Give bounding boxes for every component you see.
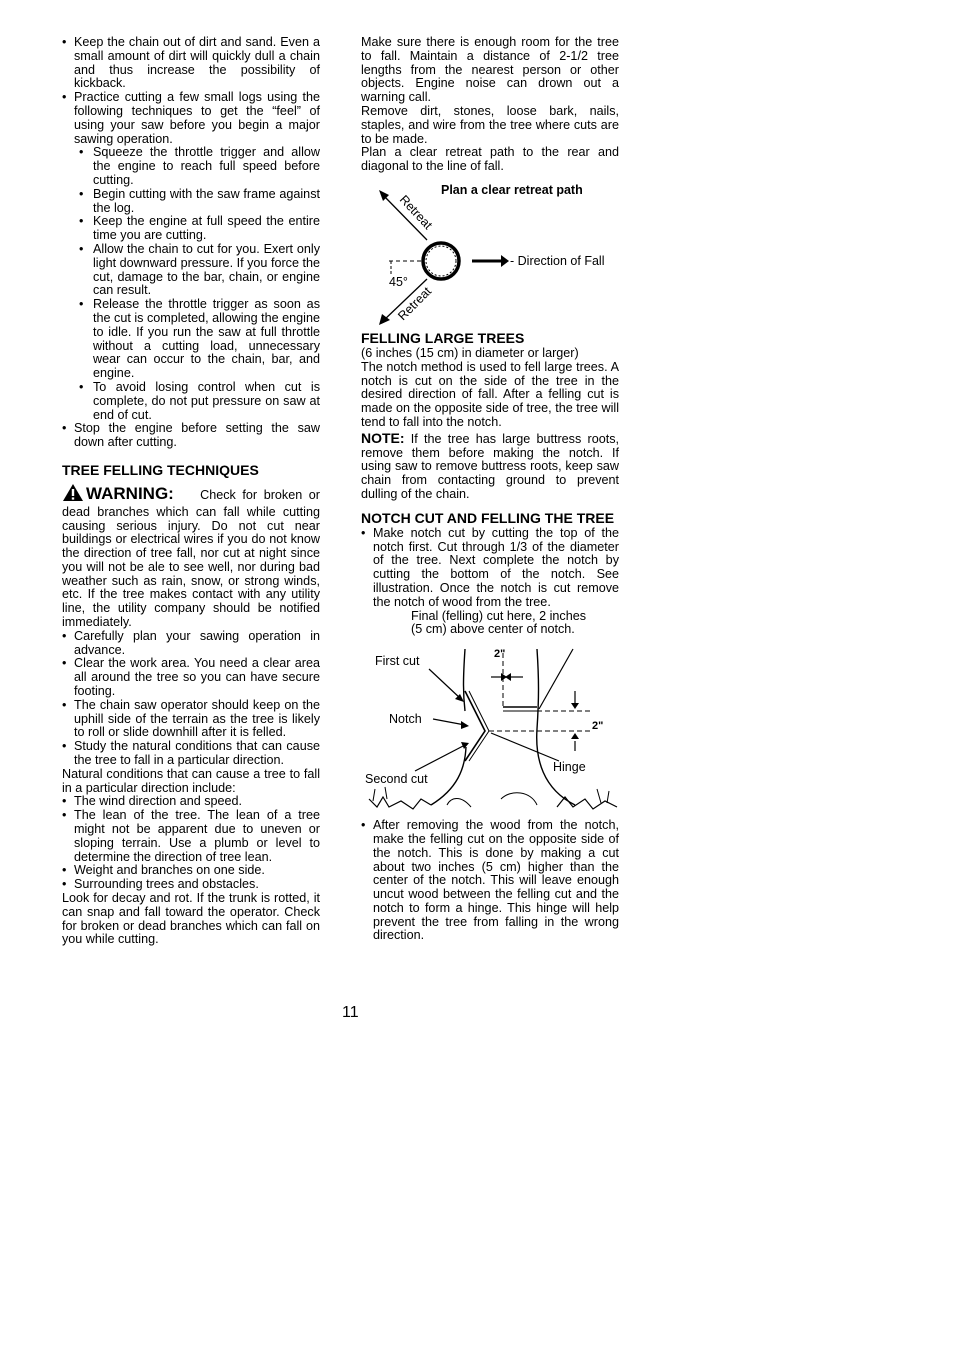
retreat-label-bottom: Retreat bbox=[395, 284, 435, 324]
retreat-path-diagram bbox=[361, 178, 619, 326]
dimension-top-label: 2" bbox=[494, 648, 506, 661]
list-item: • Make notch cut by cutting the top of the notch first. Cut through 1/3 of the diameter of the tree. Next complete the notch by cutting the bottom of the notch. See illustration. Once the notch is cut remove the notch of wood from the tree. bbox=[361, 527, 619, 610]
list-item: • After removing the wood from the notch, make the felling cut on the opposite side of the notch. This is done by making a cut about two inches (5 cm) higher than the center of the notch. This will leave enough uncut wood between the felling cut and the notch to form a hinge. This hinge will help prevent the tree from falling in the wrong direction. bbox=[361, 819, 619, 943]
heading-notch-cut: NOTCH CUT AND FELLING THE TREE bbox=[361, 509, 615, 526]
notch-cut-diagram bbox=[361, 639, 619, 819]
notch-label: Notch bbox=[389, 712, 422, 727]
heading-tree-felling: TREE FELLING TECHNIQUES bbox=[62, 461, 259, 478]
list-item: • Allow the chain to cut for you. Exert only light downward pressure. If you force the cut, damage to the bar, chain, or engine can result. bbox=[74, 243, 320, 298]
hinge-label: Hinge bbox=[553, 760, 586, 775]
remove-debris-paragraph: Remove dirt, stones, loose bark, nails, staples, and wire from the tree where cuts are to be made. bbox=[361, 103, 619, 146]
list-item: • The lean of the tree. The lean of a tree might not be apparent due to uneven or sloping terrain. Use a plumb or level to determine the direction of tree lean. bbox=[62, 809, 320, 864]
warning-label: WARNING: bbox=[86, 483, 174, 503]
list-item: • Carefully plan your sawing operation in advance. bbox=[62, 630, 320, 658]
warning-triangle-icon bbox=[62, 483, 84, 506]
warning-text: Check for broken or dead branches which can fall while cutting causing serious injury. Do not cut near buildings or electrical wires if you do not know the direction of tree fall, nor cut at night since you will not be ale to see well, nor during bad weather such as rain, snow, or strong winds, etc. If the tree makes contact with any utility line, the utility company should be notified immediately. bbox=[62, 487, 320, 630]
direction-of-fall-label: - Direction of Fall bbox=[510, 253, 605, 268]
retreat-path-figure bbox=[361, 178, 619, 326]
technique-sub-bullets bbox=[74, 146, 320, 422]
angle-label: 45° bbox=[389, 274, 408, 289]
intro-bullets bbox=[62, 36, 320, 146]
natural-conditions-bullets bbox=[62, 795, 320, 892]
list-item: • Squeeze the throttle trigger and allow the engine to reach full speed before cutting. bbox=[74, 146, 320, 187]
figure-title: Plan a clear retreat path bbox=[441, 182, 583, 197]
room-paragraph: Make sure there is enough room for the tree to fall. Maintain a distance of 2-1/2 tree lengths from the nearest person or other objects. Engine noise can drown out a warning call. bbox=[361, 35, 619, 105]
note-text: If the tree has large buttress roots, remove them before making the notch. If using saw to remove buttress roots, keep saw chain from contacting ground to prevent dulling of the chain. bbox=[361, 431, 619, 501]
left-column bbox=[62, 36, 320, 947]
planning-bullets bbox=[62, 630, 320, 768]
list-item: • Weight and branches on one side. bbox=[62, 864, 320, 878]
after-notch-bullet bbox=[361, 819, 619, 943]
page-number: 11 bbox=[342, 1004, 359, 1021]
notch-cut-figure bbox=[361, 639, 619, 819]
final-cut-caption-line-1: Final (felling) cut here, 2 inches bbox=[411, 608, 586, 623]
warning-paragraph bbox=[62, 483, 320, 630]
notch-bullet bbox=[361, 527, 619, 610]
list-item: • Practice cutting a few small logs using the following techniques to get the “feel” of using your saw before you begin a major sawing operation. bbox=[62, 91, 320, 146]
dimension-right-label: 2" bbox=[592, 720, 604, 733]
right-column bbox=[361, 36, 619, 943]
list-item: • Stop the engine before setting the saw down after cutting. bbox=[62, 422, 320, 450]
list-item: • Surrounding trees and obstacles. bbox=[62, 878, 320, 892]
list-item: • Keep the chain out of dirt and sand. Even a small amount of dirt will quickly dull a chain and thus increase the possibility of kickback. bbox=[62, 36, 320, 91]
list-item: • Clear the work area. You need a clear area all around the tree so you can have secure footing. bbox=[62, 657, 320, 698]
list-item: • To avoid losing control when cut is complete, do not put pressure on saw at end of cut. bbox=[74, 381, 320, 422]
list-item: • Begin cutting with the saw frame against the log. bbox=[74, 188, 320, 216]
decay-paragraph: Look for decay and rot. If the trunk is rotted, it can snap and fall toward the operator. Check for broken or dead branches which can fall on you while cutting. bbox=[62, 891, 320, 947]
second-cut-label: Second cut bbox=[365, 772, 428, 787]
heading-felling-large-trees: FELLING LARGE TREES bbox=[361, 329, 525, 346]
list-item: • Release the throttle trigger as soon as the cut is completed, allowing the engine to idle. If you run the saw at full throttle without a cutting load, unnecessary wear can occur to the chain, bar, and engine. bbox=[74, 298, 320, 381]
natural-conditions-intro: Natural conditions that can cause a tree to fall in a particular direction include: bbox=[62, 766, 320, 795]
tree-circle bbox=[423, 243, 459, 279]
retreat-plan-paragraph: Plan a clear retreat path to the rear and diagonal to the line of fall. bbox=[361, 145, 619, 174]
list-item: • The wind direction and speed. bbox=[62, 795, 320, 809]
notch-method-paragraph: The notch method is used to fell large trees. A notch is cut on the side of the tree in the desired direction of fall. After a felling cut is made on the opposite side of tree, the tree will tend to fall into the notch. bbox=[361, 359, 619, 429]
stop-engine-bullet bbox=[62, 422, 320, 450]
list-item: • Keep the engine at full speed the entire time you are cutting. bbox=[74, 215, 320, 243]
retreat-label-top: Retreat bbox=[396, 192, 436, 233]
final-cut-caption-line-2: (5 cm) above center of notch. bbox=[411, 622, 575, 637]
note-paragraph bbox=[361, 429, 619, 502]
list-item: • Study the natural conditions that can cause the tree to fall in a particular direction. bbox=[62, 740, 320, 768]
first-cut-label: First cut bbox=[375, 654, 420, 669]
size-note: (6 inches (15 cm) in diameter or larger) bbox=[361, 345, 579, 360]
note-label: NOTE: bbox=[361, 429, 405, 446]
list-item: • The chain saw operator should keep on the uphill side of the terrain as the tree is likely to roll or slide downhill after it is felled. bbox=[62, 699, 320, 740]
